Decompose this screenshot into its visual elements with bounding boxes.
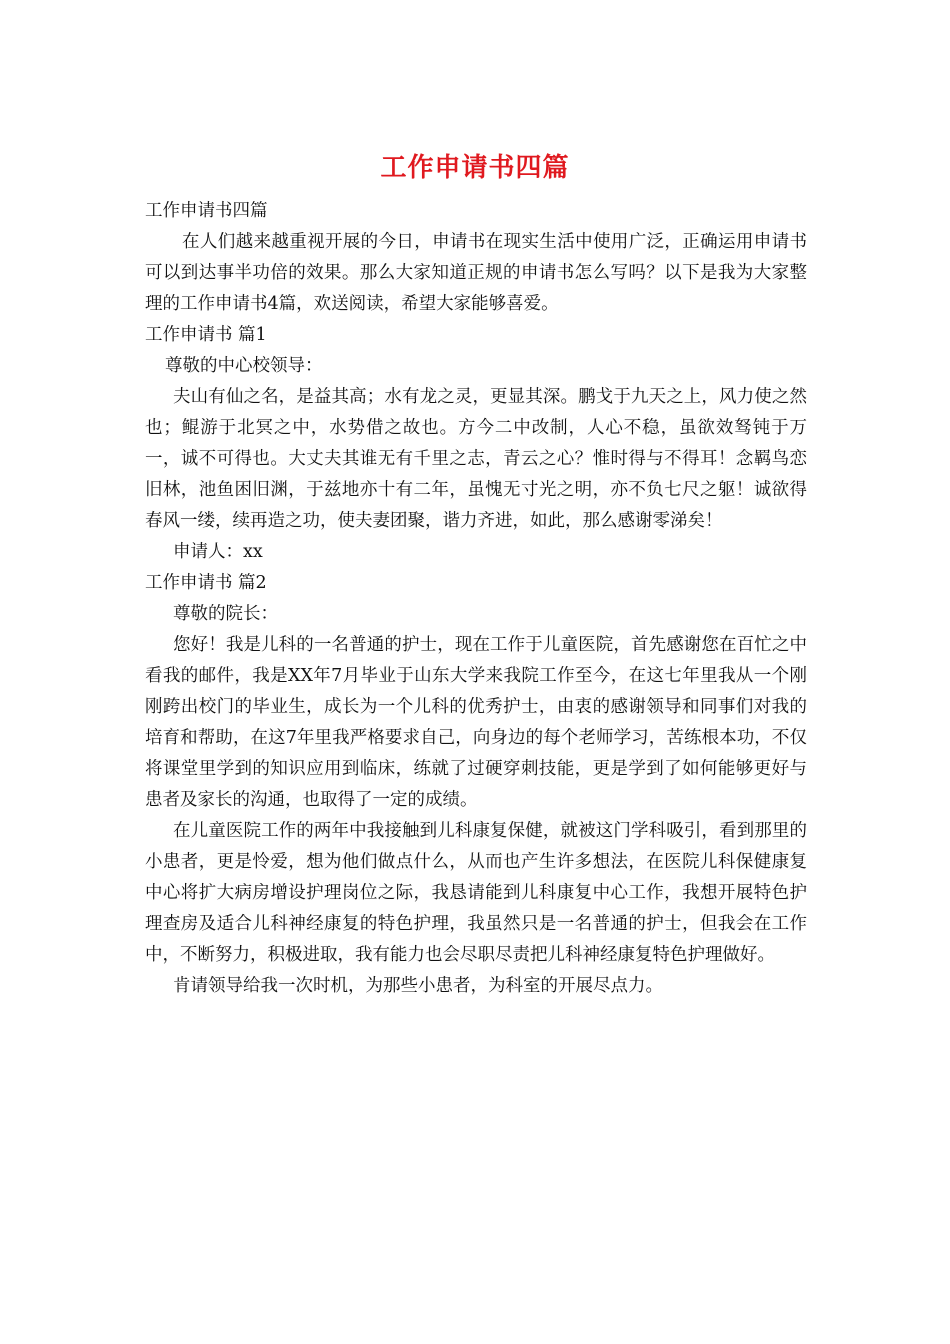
section-2-paragraph-3: 肯请领导给我一次时机，为那些小患者，为科室的开展尽点力。 [173,976,663,996]
document-title: 工作申请书四篇 [380,153,570,183]
document-body [145,196,807,1002]
signature-1: 申请人：xx [173,542,263,562]
salutation-1: 尊敬的中心校领导： [165,356,323,376]
section-heading-2: 工作申请书 篇2 [145,573,267,593]
document-subtitle: 工作申请书四篇 [145,201,268,221]
section-heading-1: 工作申请书 篇1 [145,325,267,345]
intro-paragraph: 在人们越来越重视开展的今日，申请书在现实生活中使用广泛，正确运用申请书可以到达事半功倍的效果。那么大家知道正规的申请书怎么写吗？以下是我为大家整理的工作申请书4篇，欢送阅读，希望大家能够喜爱。 [145,232,807,314]
section-2-paragraph-1: 您好！我是儿科的一名普通的护士，现在工作于儿童医院，首先感谢您在百忙之中看我的邮件，我是XX年7月毕业于山东大学来我院工作至今，在这七年里我从一个刚刚跨出校门的毕业生，成长为一个儿科的优秀护士，由衷的感谢领导和同事们对我的培育和帮助，在这7年里我严格要求自己，向身边的每个老师学习，苦练根本功，不仅将课堂里学到的知识应用到临床，练就了过硬穿刺技能，更是学到了如何能够更好与患者及家长的沟通，也取得了一定的成绩。 [145,635,807,810]
salutation-2: 尊敬的院长： [173,604,278,624]
section-1-paragraph: 夫山有仙之名，是益其高；水有龙之灵，更显其深。鹏戈于九天之上，风力使之然也；鲲游于北冥之中，水势借之故也。方今二中改制，人心不稳，虽欲效驽钝于万一，诚不可得也。大丈夫其谁无有千里之志，青云之心？惟时得与不得耳！念羁鸟恋旧林，池鱼困旧渊，于兹地亦十有二年，虽愧无寸光之明，亦不负七尺之躯！诚欲得春风一缕，续再造之功，使夫妻团聚，谐力齐进，如此，那么感谢零涕矣！ [145,387,807,531]
section-2-paragraph-2: 在儿童医院工作的两年中我接触到儿科康复保健，就被这门学科吸引，看到那里的小患者，更是怜爱，想为他们做点什么，从而也产生许多想法，在医院儿科保健康复中心将扩大病房增设护理岗位之际，我恳请能到儿科康复中心工作，我想开展特色护理查房及适合儿科神经康复的特色护理，我虽然只是一名普通的护士，但我会在工作中，不断努力，积极进取，我有能力也会尽职尽责把儿科神经康复特色护理做好。 [145,821,807,965]
